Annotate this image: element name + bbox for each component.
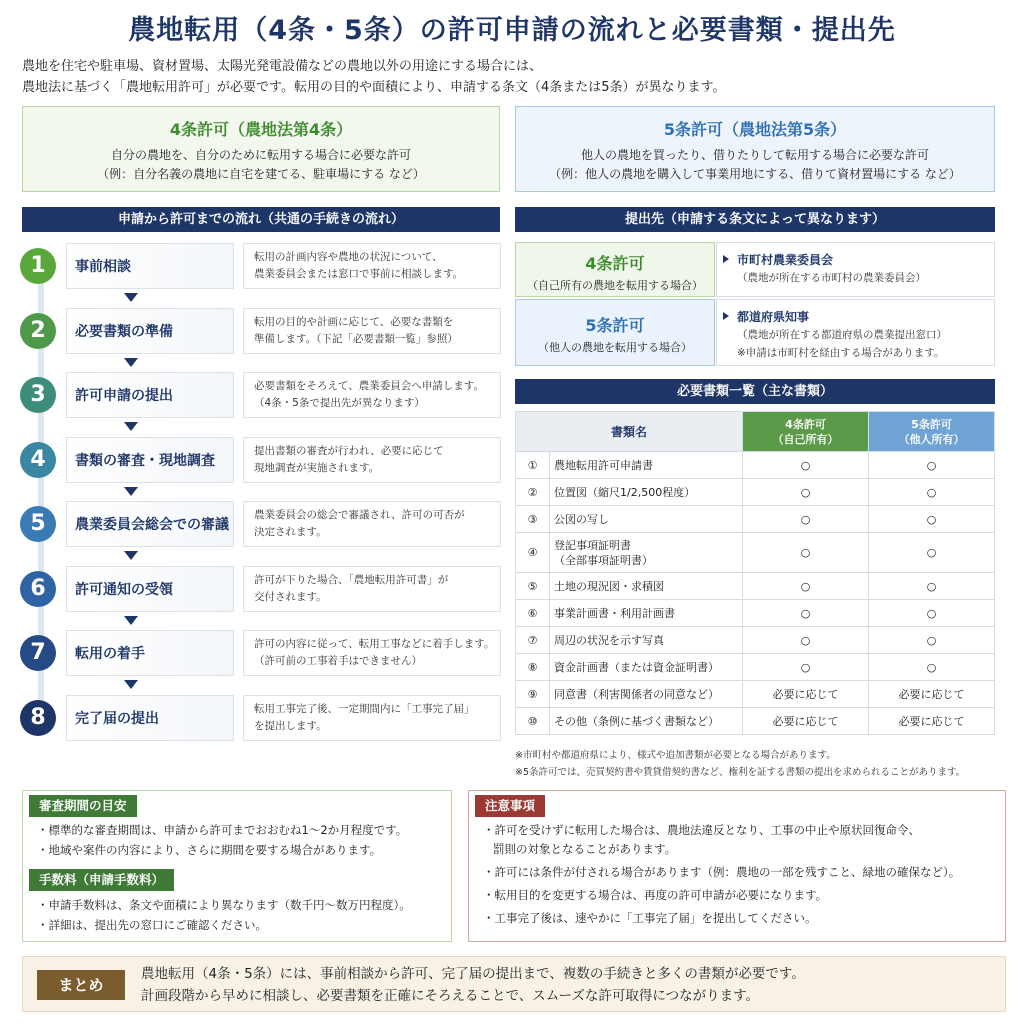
doc-permit5-mark: ○ [869, 506, 995, 533]
doc-name-line: 位置図（縮尺1/2,500程度） [554, 485, 696, 499]
review-fee-box [22, 790, 452, 942]
doc-name-line: 農地転用許可申請書 [554, 458, 653, 472]
step-number-5: 5 [20, 506, 56, 542]
doc-permit5-mark: ○ [869, 654, 995, 681]
docs-col-permit5-l2: （他人所有） [898, 432, 965, 446]
docs-col-permit5-l1: 5条許可 [911, 417, 952, 431]
step-number-1: 1 [20, 248, 56, 284]
step-desc-2 [243, 308, 501, 354]
table-row [516, 681, 995, 708]
doc-name [550, 533, 743, 573]
fee-bullet: ・申請手数料は、条文や面積により異なります（数千円〜数万円程度）。 [37, 898, 411, 912]
step-name-1: 事前相談 [66, 243, 234, 289]
step-number-2: 2 [20, 313, 56, 349]
docs-table [515, 411, 995, 735]
step-desc-line: （4条・5条で提出先が異なります） [254, 397, 425, 409]
doc-permit4-mark: ○ [743, 533, 869, 573]
flow-arrow-icon [124, 293, 138, 302]
permit5-heading: 5条許可（農地法第5条） [663, 120, 847, 139]
doc-permit4-mark: ○ [743, 506, 869, 533]
office-permit4-sub: （自己所有の農地を転用する場合） [527, 279, 703, 292]
doc-name [550, 506, 743, 533]
review-tag: 審査期間の目安 [29, 795, 137, 817]
step-name-6: 許可通知の受領 [66, 566, 234, 612]
doc-permit4-mark: 必要に応じて [743, 708, 869, 735]
step-desc-6 [243, 566, 501, 612]
doc-number: ③ [516, 506, 550, 533]
caution-bullet: ・転用目的を変更する場合は、再度の許可申請が必要になります。 [483, 888, 828, 902]
step-desc-line: 農業委員会または窓口で事前に相談します。 [254, 268, 464, 280]
permit5-line: 他人の農地を買ったり、借りたりして転用する場合に必要な許可 [580, 148, 929, 162]
doc-name [550, 681, 743, 708]
docs-col-permit4-l2: （自己所有） [772, 432, 839, 446]
permit5-line: （例：他人の農地を購入して事業用地にする、借りて資材置場にする など） [549, 167, 961, 181]
permit4-heading: 4条許可（農地法第4条） [169, 120, 353, 139]
flow-arrow-icon [124, 487, 138, 496]
fee-bullet: ・詳細は、提出先の窓口にご確認ください。 [37, 918, 267, 932]
summary-box [22, 956, 1006, 1012]
doc-permit5-mark: 必要に応じて [869, 681, 995, 708]
step-name-7: 転用の着手 [66, 630, 234, 676]
doc-name [550, 600, 743, 627]
step-desc-1 [243, 243, 501, 289]
permit5-desc [516, 146, 994, 184]
caution-bullet: ・工事完了後は、速やかに「工事完了届」を提出してください。 [483, 911, 817, 925]
summary-line: 農地転用（4条・5条）には、事前相談から許可、完了届の提出まで、複数の手続きと多くの書類が必要です。 [141, 966, 805, 982]
office-permit4-name: 4条許可 [585, 254, 645, 273]
doc-number: ④ [516, 533, 550, 573]
step-number-3: 3 [20, 377, 56, 413]
office-permit5-dest [716, 299, 995, 366]
office-permit5-office: 都道府県知事 [737, 310, 810, 324]
step-number-4: 4 [20, 442, 56, 478]
office-permit4-label [515, 242, 715, 297]
office-permit5-detail: （農地が所在する都道府県の農業提出窓口） [737, 329, 947, 341]
intro-text [22, 56, 1002, 98]
caution-box [468, 790, 1006, 942]
doc-name [550, 654, 743, 681]
step-desc-line: 提出書類の審査が行われ、必要に応じて [254, 445, 444, 457]
doc-permit5-mark: ○ [869, 627, 995, 654]
doc-name [550, 452, 743, 479]
doc-name-line: 事業計画書・利用計画書 [554, 606, 675, 620]
doc-permit4-mark: ○ [743, 452, 869, 479]
step-number-8: 8 [20, 700, 56, 736]
caution-bullet-cont: 罰則の対象となることがあります。 [493, 842, 677, 856]
doc-permit4-mark: ○ [743, 479, 869, 506]
review-bullet: ・標準的な審査期間は、申請から許可までおおむね1〜2か月程度です。 [37, 823, 408, 837]
doc-name-line: 登記事項証明書 [554, 538, 631, 552]
docs-header: 必要書類一覧（主な書類） [515, 379, 995, 404]
office-permit5-name: 5条許可 [585, 316, 645, 335]
caution-bullet: ・許可には条件が付される場合があります（例：農地の一部を残すこと、緑地の確保など）。 [483, 865, 961, 879]
permit4-line: 自分の農地を、自分のために転用する場合に必要な許可 [110, 148, 411, 162]
docs-col-name: 書類名 [516, 412, 743, 452]
doc-number: ⑦ [516, 627, 550, 654]
doc-number: ② [516, 479, 550, 506]
doc-name-line: 周辺の状況を示す写真 [554, 633, 664, 647]
doc-name [550, 479, 743, 506]
office-permit5-note: ※申請は市町村を経由する場合があります。 [737, 347, 945, 359]
table-row [516, 479, 995, 506]
step-desc-line: （許可前の工事着手はできません） [254, 655, 422, 667]
table-row [516, 654, 995, 681]
docs-note: ※市町村や都道府県により、様式や追加書類が必要となる場合があります。 [515, 750, 836, 761]
table-row [516, 533, 995, 573]
doc-name-line: 資金計画書（または資金証明書） [554, 660, 719, 674]
table-row [516, 627, 995, 654]
flow-arrow-icon [124, 551, 138, 560]
step-desc-7 [243, 630, 501, 676]
intro-line: 農地を住宅や駐車場、資材置場、太陽光発電設備などの農地以外の用途にする場合には、 [22, 59, 543, 74]
fee-tag: 手数料（申請手数料） [29, 869, 174, 891]
doc-name-line: その他（条例に基づく書類など） [554, 714, 719, 728]
step-desc-line: 許可が下りた場合、「農地転用許可書」が [254, 574, 449, 586]
step-desc-line: 転用工事完了後、一定期間内に「工事完了届」 [254, 703, 475, 715]
step-desc-line: 準備します。（下記「必要書類一覧」参照） [254, 333, 458, 345]
flow-arrow-icon [124, 358, 138, 367]
step-name-5: 農業委員会総会での審議 [66, 501, 234, 547]
step-desc-line: 農業委員会の総会で審議され、許可の可否が [254, 509, 465, 521]
doc-permit4-mark: 必要に応じて [743, 681, 869, 708]
step-name-4: 書類の審査・現地調査 [66, 437, 234, 483]
step-desc-line: 決定されます。 [254, 526, 327, 538]
doc-number: ⑩ [516, 708, 550, 735]
step-desc-line: 許可の内容に従って、転用工事などに着手します。 [254, 638, 495, 650]
docs-col-permit5 [869, 412, 995, 452]
docs-col-permit4 [743, 412, 869, 452]
docs-col-permit4-l1: 4条許可 [785, 417, 826, 431]
intro-line: 農地法に基づく「農地転用許可」が必要です。転用の目的や面積により、申請する条文（4条または5条）が異なります。 [22, 80, 726, 95]
doc-number: ⑨ [516, 681, 550, 708]
step-desc-8 [243, 695, 501, 741]
flow-arrow-icon [124, 616, 138, 625]
table-row [516, 573, 995, 600]
office-permit4-office: 市町村農業委員会 [737, 253, 834, 267]
summary-line: 計画段階から早めに相談し、必要書類を正確にそろえることで、スムーズな許可取得につながります。 [141, 988, 760, 1004]
step-desc-line: 現地調査が実施されます。 [254, 462, 380, 474]
flow-arrow-icon [124, 422, 138, 431]
step-number-6: 6 [20, 571, 56, 607]
step-name-8: 完了届の提出 [66, 695, 234, 741]
permit4-line: （例：自分名義の農地に自宅を建てる、駐車場にする など） [97, 167, 425, 181]
doc-number: ⑥ [516, 600, 550, 627]
doc-permit4-mark: ○ [743, 573, 869, 600]
office-permit4-dest [716, 242, 995, 297]
doc-name [550, 627, 743, 654]
doc-permit5-mark: ○ [869, 452, 995, 479]
step-number-7: 7 [20, 635, 56, 671]
summary-text [141, 963, 805, 1007]
table-row [516, 600, 995, 627]
step-name-3: 許可申請の提出 [66, 372, 234, 418]
doc-name-line: 土地の現況図・求積図 [554, 579, 664, 593]
review-bullet: ・地域や案件の内容により、さらに期間を要する場合があります。 [37, 843, 382, 857]
step-desc-line: 交付されます。 [254, 591, 327, 603]
doc-name [550, 573, 743, 600]
doc-name [550, 708, 743, 735]
step-desc-line: 転用の計画内容や農地の状況について、 [254, 251, 443, 263]
doc-permit5-mark: 必要に応じて [869, 708, 995, 735]
caution-bullet: ・許可を受けずに転用した場合は、農地法違反となり、工事の中止や原状回復命令、 [483, 823, 920, 837]
table-row [516, 452, 995, 479]
doc-name-line: 公図の写し [554, 512, 609, 526]
step-name-2: 必要書類の準備 [66, 308, 234, 354]
office-permit5-label [515, 299, 715, 366]
doc-number: ⑤ [516, 573, 550, 600]
step-desc-5 [243, 501, 501, 547]
doc-permit5-mark: ○ [869, 533, 995, 573]
doc-permit5-mark: ○ [869, 600, 995, 627]
office-permit4-detail: （農地が所在する市町村の農業委員会） [737, 272, 926, 284]
doc-name-line: （全部事項証明書） [554, 553, 653, 567]
step-desc-line: を提出します。 [254, 720, 327, 732]
doc-permit4-mark: ○ [743, 600, 869, 627]
doc-number: ① [516, 452, 550, 479]
step-desc-line: 転用の目的や計画に応じて、必要な書類を [254, 316, 454, 328]
table-row [516, 506, 995, 533]
step-desc-3 [243, 372, 501, 418]
doc-permit4-mark: ○ [743, 654, 869, 681]
step-desc-line: 必要書類をそろえて、農業委員会へ申請します。 [254, 380, 484, 392]
permit4-desc [23, 146, 499, 184]
table-row [516, 708, 995, 735]
flow-header: 申請から許可までの流れ（共通の手続きの流れ） [22, 207, 500, 232]
docs-note: ※5条許可では、売買契約書や賃貸借契約書など、権利を証する書類の提出を求められることがあります。 [515, 767, 966, 778]
doc-number: ⑧ [516, 654, 550, 681]
doc-permit5-mark: ○ [869, 479, 995, 506]
caution-tag: 注意事項 [475, 795, 545, 817]
summary-label: まとめ [37, 970, 125, 1000]
doc-name-line: 同意書（利害関係者の同意など） [554, 687, 719, 701]
flow-arrow-icon [124, 680, 138, 689]
office-permit5-sub: （他人の農地を転用する場合） [538, 341, 692, 354]
page-title: 農地転用（4条・5条）の許可申請の流れと必要書類・提出先 [128, 15, 896, 46]
permit4-box [22, 106, 500, 192]
offices-header: 提出先（申請する条文によって異なります） [515, 207, 995, 232]
doc-permit4-mark: ○ [743, 627, 869, 654]
doc-permit5-mark: ○ [869, 573, 995, 600]
permit5-box [515, 106, 995, 192]
step-desc-4 [243, 437, 501, 483]
